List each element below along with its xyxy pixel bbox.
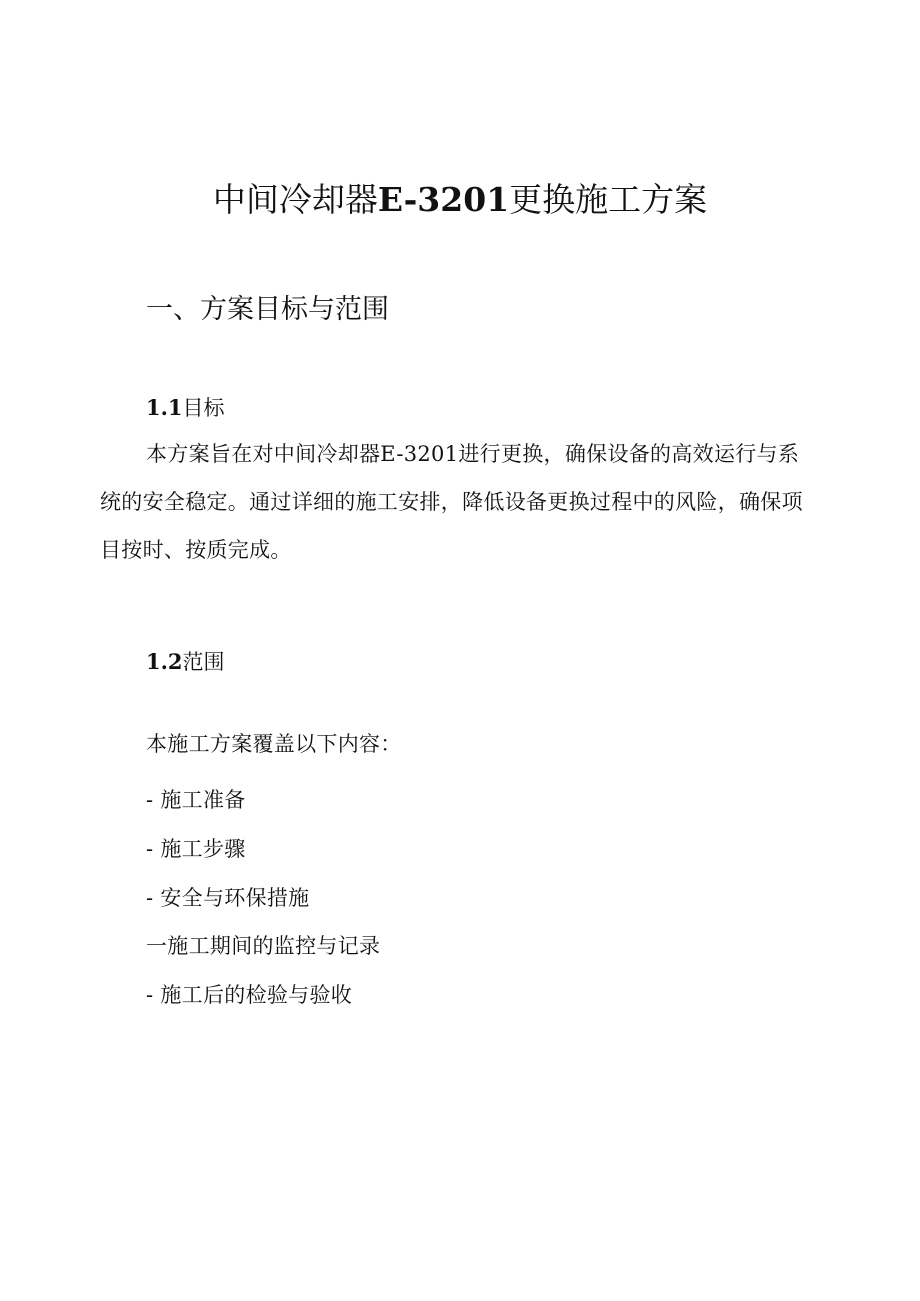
- subheading-goal-label: 目标: [182, 396, 225, 420]
- scope-item-monitoring: 一施工期间的监控与记录: [146, 934, 381, 959]
- scope-item-steps: - 施工步骤: [146, 836, 246, 861]
- document-title-suffix: 更换施工方案: [509, 180, 708, 219]
- section-heading-goals-scope: 一、方案目标与范围: [146, 294, 389, 325]
- subheading-goal: [146, 392, 225, 424]
- document-title-code: E-3201: [377, 180, 510, 219]
- subheading-scope: [146, 646, 225, 678]
- scope-item-preparation: - 施工准备: [146, 788, 246, 812]
- goal-paragraph: 本方案旨在对中间冷却器E-3201进行更换，确保设备的高效运行与系统的安全稳定。通过详细的施工安排，降低设备更换过程中的风险，确保项目按时、按质完成。: [100, 442, 803, 562]
- subheading-scope-label: 范围: [182, 650, 225, 674]
- scope-list: [146, 776, 380, 1020]
- document-title-prefix: 中间冷却器: [212, 180, 378, 219]
- subheading-scope-number: 1.2: [146, 649, 183, 674]
- scope-intro: 本施工方案覆盖以下内容：: [146, 732, 402, 756]
- document-title: [0, 176, 920, 224]
- scope-item-safety: - 安全与环保措施: [146, 885, 310, 910]
- scope-item-inspection: - 施工后的检验与验收: [146, 983, 353, 1008]
- subheading-goal-number: 1.1: [146, 395, 183, 420]
